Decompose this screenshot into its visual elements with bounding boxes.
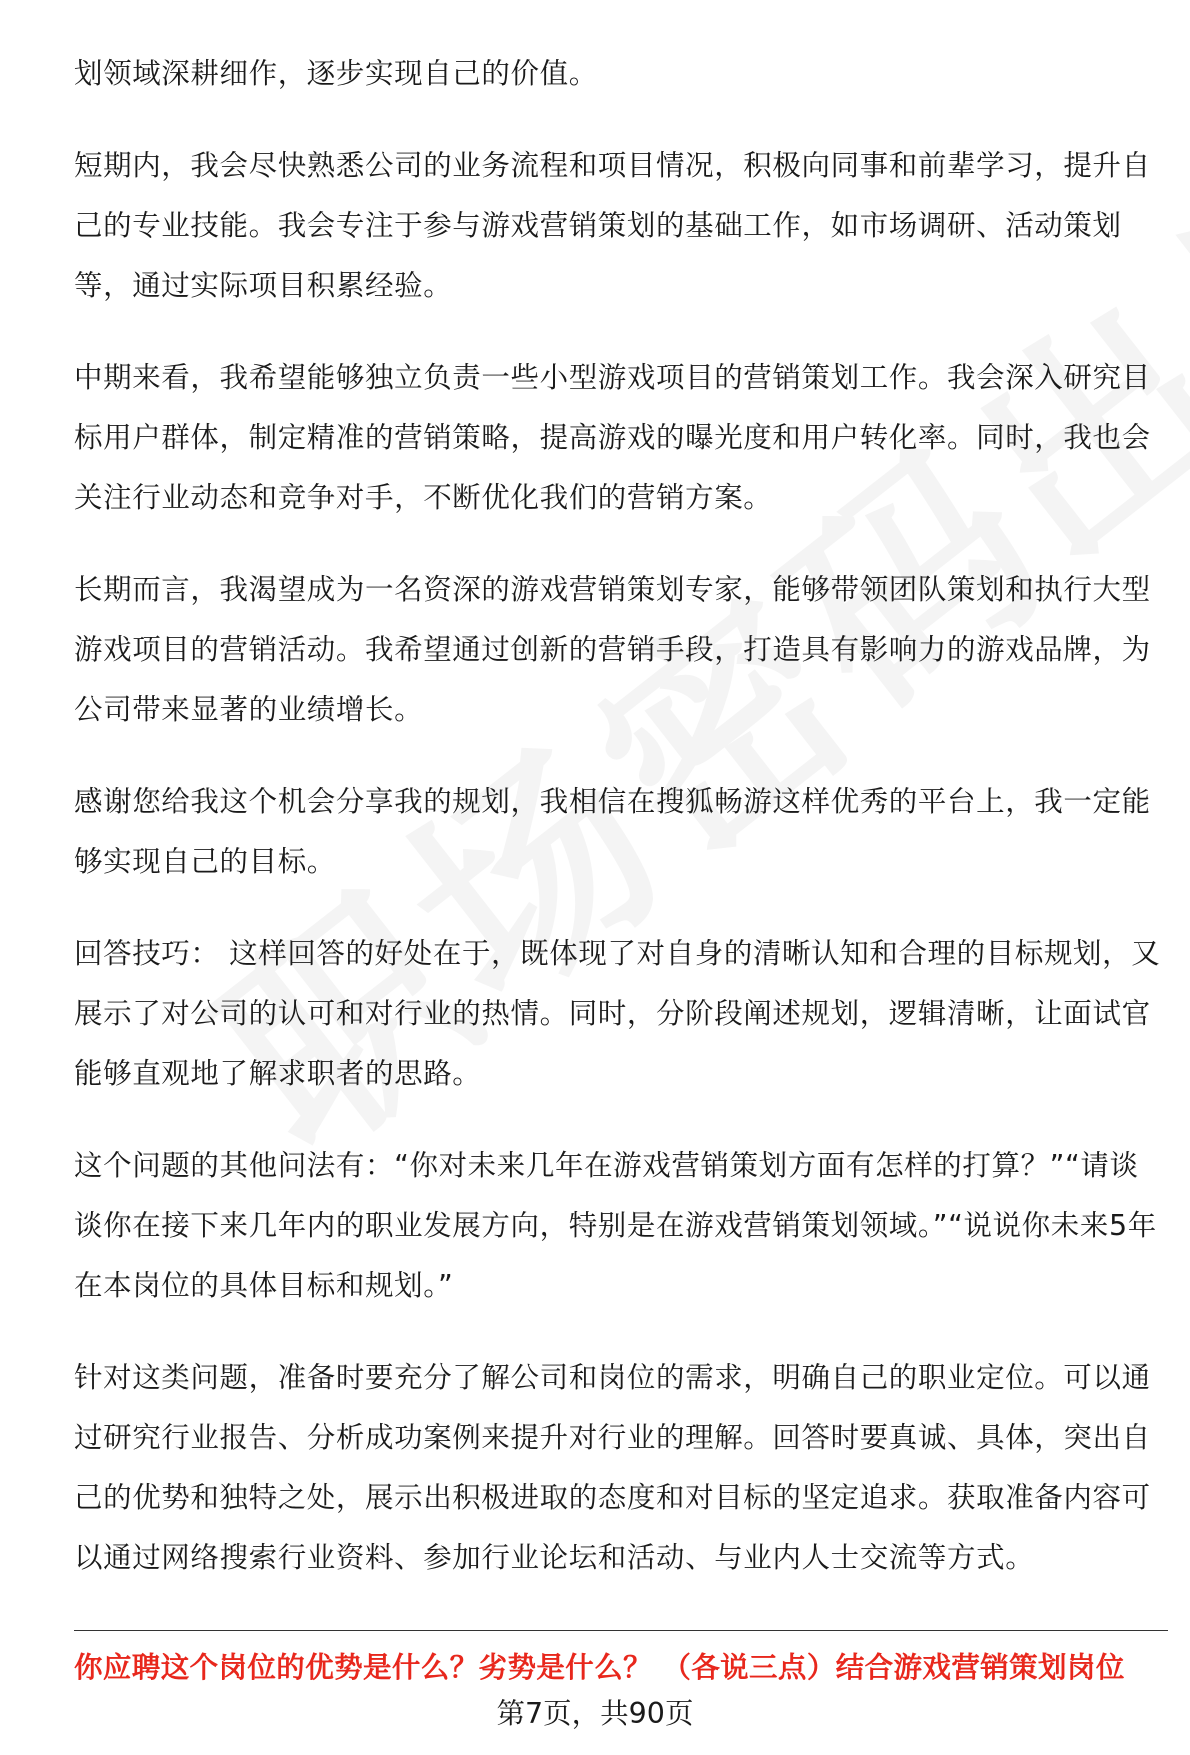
paragraph: 针对这类问题，准备时要充分了解公司和岗位的需求，明确自己的职业定位。可以通过研究行业报告、分析成功案例来提升对行业的理解。回答时要真诚、具体，突出自己的优势和独特之处，展示出积极进取的态度和对目标的坚定追求。获取准备内容可以通过网络搜索行业资料、参加行业论坛和活动、与业内人士交流等方式。 — [74, 1361, 1151, 1574]
paragraph: 短期内，我会尽快熟悉公司的业务流程和项目情况，积极向同事和前辈学习，提升自己的专业技能。我会专注于参与游戏营销策划的基础工作，如市场调研、活动策划等，通过实际项目积累经验。 — [74, 149, 1151, 302]
paragraph: 长期而言，我渴望成为一名资深的游戏营销策划专家，能够带领团队策划和执行大型游戏项目的营销活动。我希望通过创新的营销手段，打造具有影响力的游戏品牌，为公司带来显著的业绩增长。 — [74, 573, 1151, 726]
next-question-heading: 你应聘这个岗位的优势是什么？劣势是什么？ （各说三点）结合游戏营销策划岗位 — [74, 1651, 1125, 1684]
paragraph: 感谢您给我这个机会分享我的规划，我相信在搜狐畅游这样优秀的平台上，我一定能够实现自己的目标。 — [74, 785, 1151, 878]
paragraph: 回答技巧： 这样回答的好处在于，既体现了对自身的清晰认知和合理的目标规划，又展示了对公司的认可和对行业的热情。同时，分阶段阐述规划，逻辑清晰，让面试官能够直观地了解求职者的思路。 — [74, 937, 1161, 1090]
paragraph: 划领域深耕细作，逐步实现自己的价值。 — [74, 57, 598, 90]
footer-divider — [74, 1630, 1168, 1631]
paragraph: 中期来看，我希望能够独立负责一些小型游戏项目的营销策划工作。我会深入研究目标用户群体，制定精准的营销策略，提高游戏的曝光度和用户转化率。同时，我也会关注行业动态和竞争对手，不断优化我们的营销方案。 — [74, 361, 1151, 514]
page-number: 第7页，共90页 — [496, 1697, 694, 1730]
paragraph: 这个问题的其他问法有：“你对未来几年在游戏营销策划方面有怎样的打算？”“请谈谈你在接下来几年内的职业发展方向，特别是在游戏营销策划领域。”“说说你未来5年在本岗位的具体目标和规划。” — [74, 1149, 1157, 1302]
document-body — [74, 44, 1164, 1620]
